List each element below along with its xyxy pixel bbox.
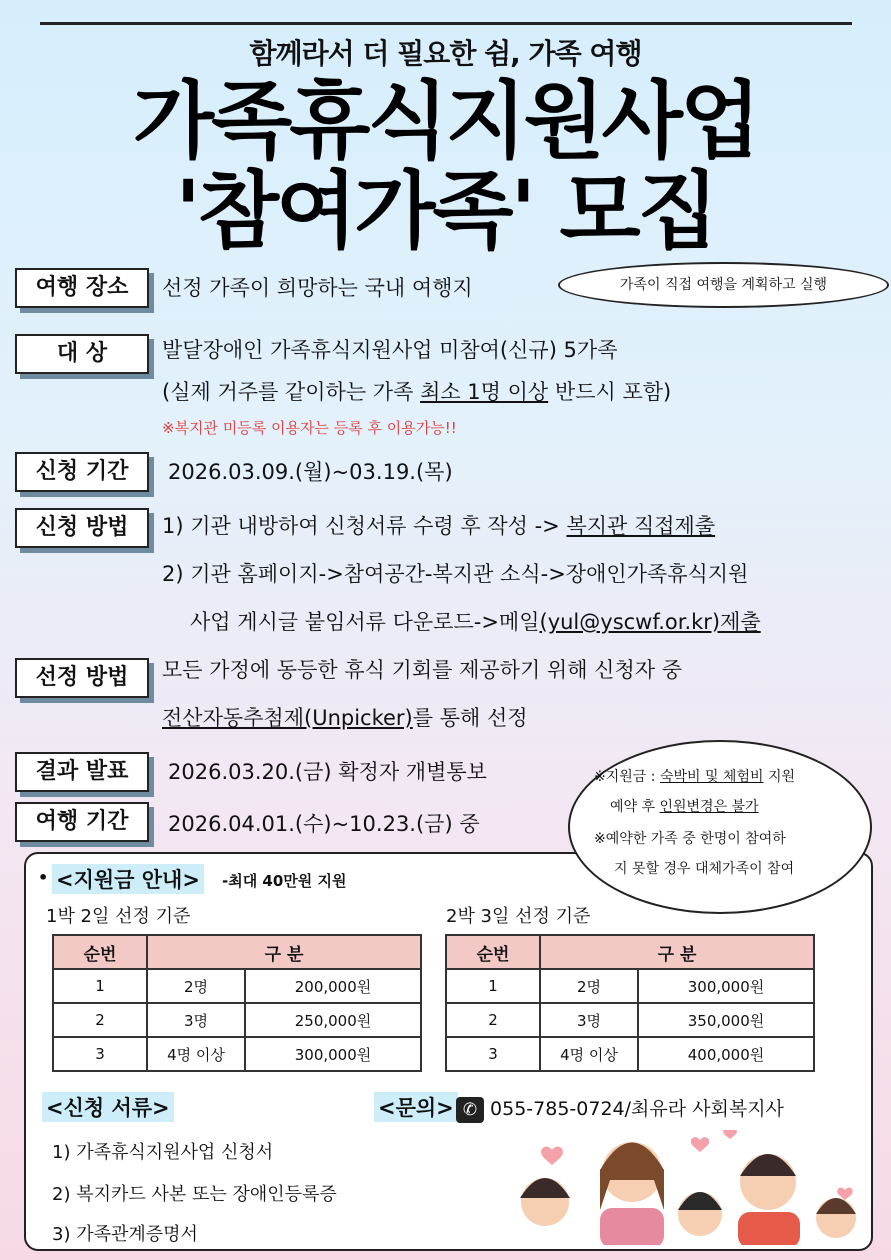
cell: 4명 이상 xyxy=(147,1037,245,1071)
table-1n2d xyxy=(52,934,422,1072)
method-email: (yul@yscwf.or.kr)제출 xyxy=(539,610,761,634)
table1-header-category: 구 분 xyxy=(147,935,421,969)
label-target: 대 상 xyxy=(15,334,149,374)
notice-line3: ※예약한 가족 중 한명이 참여하 xyxy=(594,831,786,847)
method-line1 xyxy=(162,510,715,540)
cell: 1 xyxy=(446,969,540,1003)
selection-line1: 모든 가정에 동등한 휴식 기회를 제공하기 위해 신청자 중 xyxy=(162,658,682,682)
table-row xyxy=(446,1037,814,1071)
title-line-1: 가족휴식지원사업 xyxy=(132,72,759,170)
cell: 300,000원 xyxy=(245,1037,421,1071)
target-line1: 발달장애인 가족휴식지원사업 미참여(신규) 5가족 xyxy=(162,338,618,362)
notice-l2-underline: 인원변경은 불가 xyxy=(659,799,759,815)
table-row xyxy=(53,1037,421,1071)
notice-line2 xyxy=(610,796,759,816)
table1-header-no: 순번 xyxy=(53,935,147,969)
cell: 3 xyxy=(53,1037,147,1071)
cell: 3명 xyxy=(540,1003,638,1037)
result-text: 2026.03.20.(금) 확정자 개별통보 xyxy=(168,760,487,784)
table2-header-no: 순번 xyxy=(446,935,540,969)
cell: 2 xyxy=(446,1003,540,1037)
notice-line4: 지 못할 경우 대체가족이 참여 xyxy=(614,861,795,877)
table2-caption: 2박 3일 선정 기준 xyxy=(446,906,591,927)
support-suffix: -최대 40만원 지원 xyxy=(222,872,347,890)
notice-l2-pre: 예약 후 xyxy=(610,799,656,815)
document-item-1: 1) 가족휴식지원사업 신청서 xyxy=(52,1142,274,1163)
notice-l1-post: 지원 xyxy=(767,769,796,785)
cell: 2명 xyxy=(147,969,245,1003)
method-line3-pre: 사업 게시글 붙임서류 다운로드->메일 xyxy=(190,610,540,634)
notice-l1-pre: ※지원금 : xyxy=(594,769,656,785)
table-row xyxy=(446,969,814,1003)
place-text: 선정 가족이 희망하는 국내 여행지 xyxy=(162,276,473,300)
method-line3 xyxy=(190,606,761,636)
cell: 2 xyxy=(53,1003,147,1037)
contact-line xyxy=(456,1094,784,1123)
cell: 400,000원 xyxy=(638,1037,814,1071)
label-result: 결과 발표 xyxy=(15,752,149,792)
cell: 3 xyxy=(446,1037,540,1071)
method-line1-underline: 복지관 직접제출 xyxy=(566,514,716,538)
target-note: ※복지관 미등록 이용자는 등록 후 이용가능!! xyxy=(162,419,457,437)
top-rule xyxy=(40,22,852,25)
label-place: 여행 장소 xyxy=(15,268,149,308)
support-heading: <지원금 안내> xyxy=(52,864,204,894)
cell: 350,000원 xyxy=(638,1003,814,1037)
label-travel: 여행 기간 xyxy=(15,802,149,842)
target-line2-post: 반드시 포함) xyxy=(554,380,672,404)
notice-bubble xyxy=(568,740,872,914)
document-item-2: 2) 복지카드 사본 또는 장애인등록증 xyxy=(52,1184,337,1205)
cell: 4명 이상 xyxy=(540,1037,638,1071)
table2-header-category: 구 분 xyxy=(540,935,814,969)
period-text: 2026.03.09.(월)~03.19.(목) xyxy=(168,460,453,484)
title-line-2: '참여가족' 모집 xyxy=(175,162,716,260)
place-bubble: 가족이 직접 여행을 계획하고 실행 xyxy=(558,262,889,308)
target-line2 xyxy=(162,376,671,406)
table-2n3d xyxy=(445,934,815,1072)
bullet-dot: • xyxy=(38,868,49,887)
family-illustration xyxy=(500,1130,870,1245)
cell: 200,000원 xyxy=(245,969,421,1003)
label-period: 신청 기간 xyxy=(15,452,149,492)
subtitle: 함께라서 더 필요한 쉼, 가족 여행 xyxy=(249,37,642,70)
table-row xyxy=(53,969,421,1003)
target-line2-underline: 최소 1명 이상 xyxy=(420,380,549,404)
cell: 1 xyxy=(53,969,147,1003)
cell: 3명 xyxy=(147,1003,245,1037)
selection-line2 xyxy=(162,702,528,732)
label-selection: 선정 방법 xyxy=(15,658,149,698)
table-row xyxy=(446,1003,814,1037)
method-line1-pre: 1) 기관 내방하여 신청서류 수령 후 작성 -> xyxy=(162,514,560,538)
notice-line1 xyxy=(594,766,795,786)
selection-line2-post: 를 통해 선정 xyxy=(412,706,528,730)
cell: 250,000원 xyxy=(245,1003,421,1037)
contact-text: 055-785-0724/최유라 사회복지사 xyxy=(490,1098,784,1120)
travel-text: 2026.04.01.(수)~10.23.(금) 중 xyxy=(168,812,480,836)
contact-heading: <문의> xyxy=(374,1092,458,1122)
target-line2-pre: (실제 거주를 같이하는 가족 xyxy=(162,380,414,404)
phone-icon: ✆ xyxy=(456,1097,484,1123)
method-line2: 2) 기관 홈페이지->참여공간-복지관 소식->장애인가족휴식지원 xyxy=(162,562,749,586)
document-item-3: 3) 가족관계증명서 xyxy=(52,1224,198,1245)
notice-l1-underline: 숙박비 및 체험비 xyxy=(659,769,764,785)
table1-caption: 1박 2일 선정 기준 xyxy=(46,906,191,927)
selection-underline: 전산자동추첨제(Unpicker) xyxy=(162,706,413,730)
label-method: 신청 방법 xyxy=(15,508,149,548)
documents-heading: <신청 서류> xyxy=(42,1092,174,1122)
table-row xyxy=(53,1003,421,1037)
cell: 2명 xyxy=(540,969,638,1003)
cell: 300,000원 xyxy=(638,969,814,1003)
